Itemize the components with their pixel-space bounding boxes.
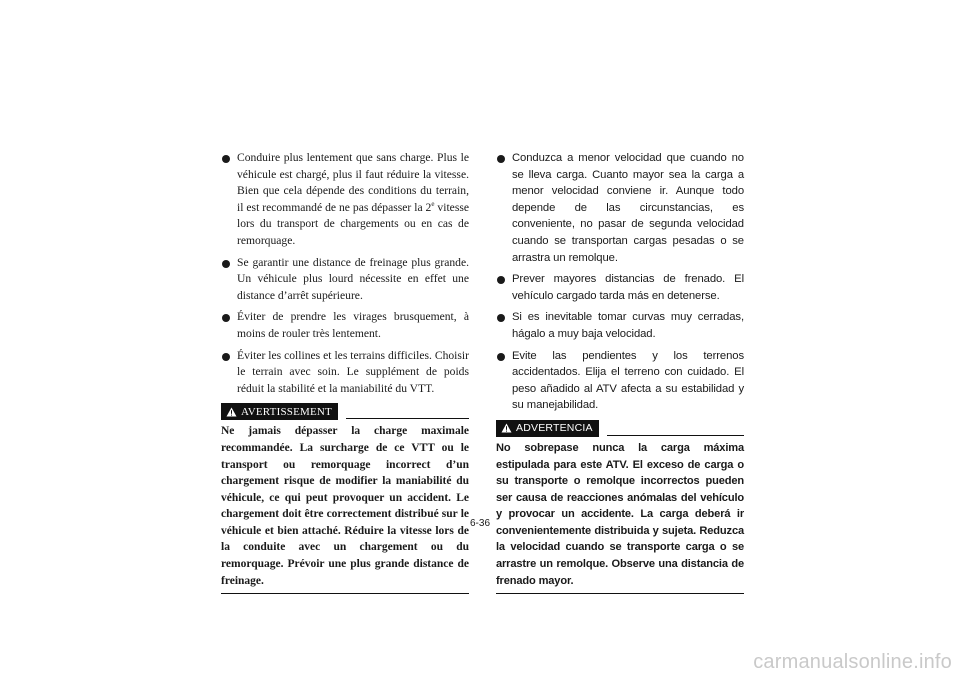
bullet-icon bbox=[497, 276, 505, 284]
list-item bbox=[496, 271, 744, 304]
warning-text: Ne jamais dépasser la charge maximale recommandée. La surcharge de ce VTT ou le transport ou remorquage incorrect d’un chargement risque de modifier la maniabilité du véhicule, ce qui peut provoquer un accident. Le chargement doit être correctement distribué sur le véhicule et bien attaché. Réduire la vitesse lors de la conduite avec un chargement ou du remorquage. Prévoir une plus grande distance de freinage. bbox=[221, 425, 469, 587]
warning-header bbox=[496, 420, 744, 437]
list-item bbox=[221, 348, 469, 398]
spanish-bullet-list bbox=[496, 150, 744, 414]
bullet-icon bbox=[222, 314, 230, 322]
warning-rule bbox=[346, 418, 469, 419]
list-item bbox=[221, 255, 469, 305]
bullet-text-continued: vitesse lors du transport de chargements ou en cas de remorquage. bbox=[237, 200, 469, 247]
bullet-text: Conduzca a menor velocidad que cuando no se lleva carga. Cuanto mayor sea la carga a menor velocidad conviene ir. Aunque todo depende de las circunstancias, es conveniente, no pasar de segunda velocidad cuando se transportan cargas pesadas o se arrastra un remolque. bbox=[512, 152, 744, 264]
warning-label: ADVERTENCIA bbox=[516, 422, 593, 435]
watermark: carmanualsonline.info bbox=[753, 651, 952, 673]
list-item bbox=[496, 150, 744, 266]
list-item bbox=[496, 309, 744, 342]
bullet-icon bbox=[222, 260, 230, 268]
bullet-icon bbox=[222, 353, 230, 361]
list-item bbox=[496, 348, 744, 414]
warning-badge bbox=[496, 420, 599, 437]
bullet-icon bbox=[497, 353, 505, 361]
bullet-text: Éviter les collines et les terrains difficiles. Choisir le terrain avec soin. Le supplément de poids réduit la stabilité et la maniabilité du VTT. bbox=[237, 348, 469, 395]
warning-triangle-icon bbox=[501, 423, 512, 433]
warning-end-rule bbox=[496, 593, 744, 594]
page-number: 6-36 bbox=[470, 518, 491, 529]
bullet-text: Éviter de prendre les virages brusquement, à moins de rouler très lentement. bbox=[237, 310, 469, 340]
warning-end-rule bbox=[221, 593, 469, 594]
spanish-column bbox=[496, 150, 744, 594]
warning-badge bbox=[221, 403, 338, 420]
bullet-text: Evite las pendientes y los terrenos accidentados. Elija el terreno con cuidado. El peso añadido al ATV afecta a su estabilidad y su manejabilidad. bbox=[512, 349, 744, 412]
french-bullet-list bbox=[221, 150, 469, 397]
warning-rule bbox=[607, 435, 744, 436]
warning-label: AVERTISSEMENT bbox=[241, 405, 332, 418]
bullet-icon bbox=[497, 155, 505, 163]
bullet-text: Conduire plus lentement que sans charge. Plus le véhicule est chargé, plus il faut réduire la vitesse. Bien que cela dépende des conditions du terrain, il est recommandé de ne pas dépasser la 2 bbox=[237, 151, 469, 214]
list-item bbox=[221, 309, 469, 342]
superscript: e bbox=[431, 199, 435, 208]
bullet-text: Prever mayores distancias de frenado. El vehículo cargado tarda más en detenerse. bbox=[512, 273, 744, 302]
warning-header bbox=[221, 403, 469, 420]
list-item bbox=[221, 150, 469, 250]
bullet-icon bbox=[222, 155, 230, 163]
warning-text: No sobrepase nunca la carga máxima estipulada para este ATV. El exceso de carga o su transporte o remolque incorrectos pueden ser causa de reacciones anómalas del vehículo y provocar un accidente. La carga deberá ir convenientemente distribuida y sujeta. Reduzca la velocidad cuando se transporte carga o se arrastre un remolque. Observe una distancia de frenado mayor. bbox=[496, 441, 744, 587]
bullet-text: Se garantir une distance de freinage plus grande. Un véhicule plus lourd nécessite en effet une distance d’arrêt supérieure. bbox=[237, 255, 469, 302]
french-column bbox=[221, 150, 469, 594]
bullet-text: Si es inevitable tomar curvas muy cerradas, hágalo a muy baja velocidad. bbox=[512, 311, 744, 340]
bullet-icon bbox=[497, 314, 505, 322]
warning-triangle-icon bbox=[226, 407, 237, 417]
